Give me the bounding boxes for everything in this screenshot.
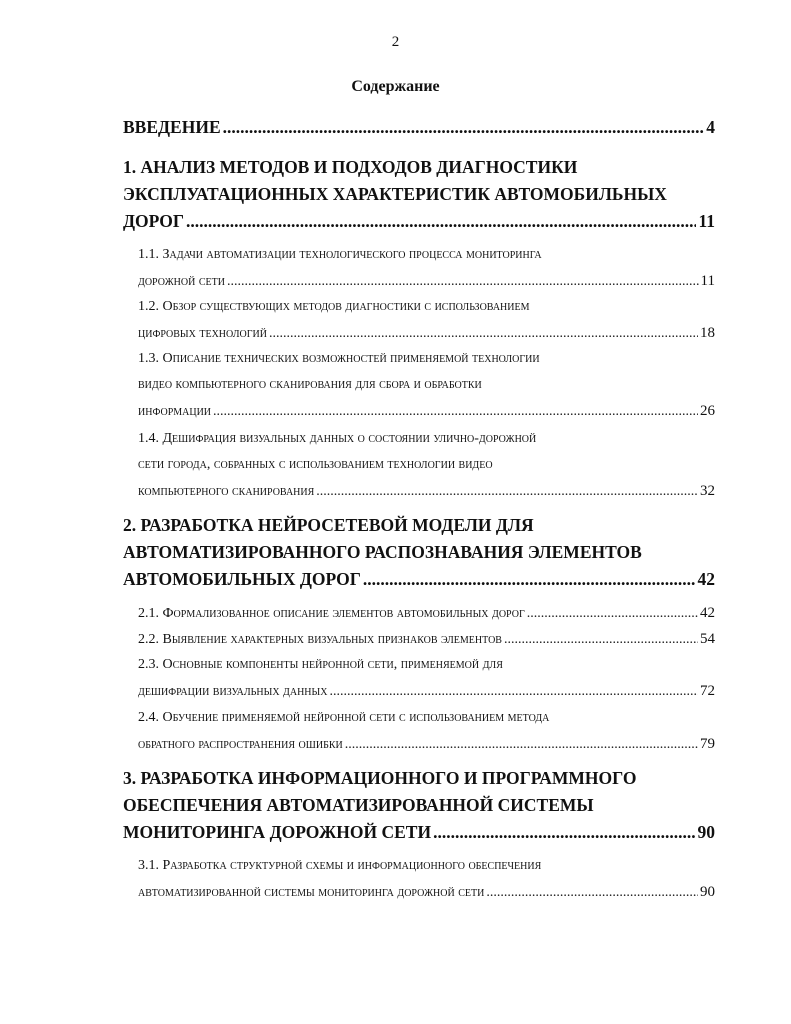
entry-title-line: АВТОМАТИЗИРОВАННОГО РАСПОЗНАВАНИЯ ЭЛЕМЕНТОВ: [123, 542, 642, 562]
entry-page: 54: [700, 631, 715, 647]
entry-title-line: 1.1. Задачи автоматизации технологического процесса мониторинга: [138, 247, 542, 262]
entry-page: 26: [700, 403, 715, 419]
dot-leader: [213, 399, 698, 425]
entry-title-line: 1.3. Описание технических возможностей применяемой технологии: [138, 351, 540, 366]
entry-title-line: видео компьютерного сканирования для сбора и обработки: [138, 377, 482, 392]
entry-page: 4: [706, 117, 715, 137]
dot-leader: [223, 114, 705, 141]
dot-leader: [486, 880, 698, 906]
toc-entry-section-2-3[interactable]: [138, 652, 715, 705]
entry-page: 79: [700, 736, 715, 752]
dot-leader: [316, 479, 698, 505]
toc-entry-section-2-4[interactable]: [138, 705, 715, 758]
entry-title-line: компьютерного сканирования: [138, 484, 315, 499]
entry-page: 42: [697, 569, 715, 589]
toc-entry-chapter-3[interactable]: [123, 765, 715, 846]
dot-leader: [527, 601, 698, 627]
dot-leader: [186, 208, 696, 235]
toc-entry-section-3-1[interactable]: [138, 853, 715, 906]
dot-leader: [345, 732, 698, 758]
entry-title-line: автоматизированной системы мониторинга дорожной сети: [138, 885, 485, 900]
entry-title-line: обратного распространения ошибки: [138, 737, 343, 752]
entry-page: 11: [698, 211, 715, 231]
entry-page: 90: [697, 822, 715, 842]
entry-title-line: дорожной сети: [138, 274, 225, 289]
toc-entry-chapter-1[interactable]: [123, 154, 715, 235]
entry-title-line: ОБЕСПЕЧЕНИЯ АВТОМАТИЗИРОВАННОЙ СИСТЕМЫ: [123, 795, 594, 815]
dot-leader: [363, 566, 696, 593]
entry-title-line: 1.2. Обзор существующих методов диагностики с использованием: [138, 299, 530, 314]
toc-entry-section-1-3[interactable]: [138, 346, 715, 425]
toc-entry-chapter-2[interactable]: [123, 512, 715, 593]
toc-entry-section-1-2[interactable]: [138, 294, 715, 347]
entry-title-line: 2.4. Обучение применяемой нейронной сети с использованием метода: [138, 710, 550, 725]
entry-title-line: цифровых технологий: [138, 326, 267, 341]
entry-title-line: ВВЕДЕНИЕ: [123, 117, 221, 137]
entry-page: 42: [700, 605, 715, 621]
entry-title-line: дешифрации визуальных данных: [138, 684, 328, 699]
entry-title-line: МОНИТОРИНГА ДОРОЖНОЙ СЕТИ: [123, 822, 432, 842]
dot-leader: [329, 679, 698, 705]
dot-leader: [433, 819, 695, 846]
entry-page: 90: [700, 884, 715, 900]
entry-title-line: сети города, собранных с использованием технологии видео: [138, 457, 493, 472]
page-number: 2: [391, 34, 400, 50]
toc-entry-section-2-1[interactable]: [138, 600, 715, 627]
entry-title-line: 1. АНАЛИЗ МЕТОДОВ И ПОДХОДОВ ДИАГНОСТИКИ: [123, 157, 578, 177]
entry-page: 32: [700, 483, 715, 499]
entry-page: 72: [700, 683, 715, 699]
dot-leader: [227, 269, 699, 295]
toc-entry-section-1-4[interactable]: [138, 426, 715, 505]
entry-title-line: 3. РАЗРАБОТКА ИНФОРМАЦИОННОГО И ПРОГРАММНОГО: [123, 768, 637, 788]
dot-leader: [504, 627, 698, 653]
entry-page: 11: [700, 273, 715, 289]
entry-title-line: АВТОМОБИЛЬНЫХ ДОРОГ: [123, 569, 361, 589]
entry-title-line: ДОРОГ: [123, 211, 184, 231]
toc-entry-section-1-1[interactable]: [138, 242, 715, 295]
entry-title-line: 2. РАЗРАБОТКА НЕЙРОСЕТЕВОЙ МОДЕЛИ ДЛЯ: [123, 515, 534, 535]
toc-title: Содержание: [351, 78, 440, 95]
entry-title-line: 3.1. Разработка структурной схемы и информационного обеспечения: [138, 858, 542, 873]
toc-entry-section-2-2[interactable]: [138, 626, 715, 653]
entry-title-line: 2.3. Основные компоненты нейронной сети, применяемой для: [138, 657, 503, 672]
dot-leader: [269, 321, 698, 347]
entry-title-line: ЭКСПЛУАТАЦИОННЫХ ХАРАКТЕРИСТИК АВТОМОБИЛЬНЫХ: [123, 184, 667, 204]
entry-page: 18: [700, 325, 715, 341]
toc-entry-introduction[interactable]: [123, 114, 715, 141]
entry-title-line: информации: [138, 404, 212, 419]
entry-title-line: 2.1. Формализованное описание элементов автомобильных дорог: [138, 606, 525, 621]
entry-title-line: 2.2. Выявление характерных визуальных признаков элементов: [138, 632, 502, 647]
entry-title-line: 1.4. Дешифрация визуальных данных о состоянии улично-дорожной: [138, 431, 537, 446]
